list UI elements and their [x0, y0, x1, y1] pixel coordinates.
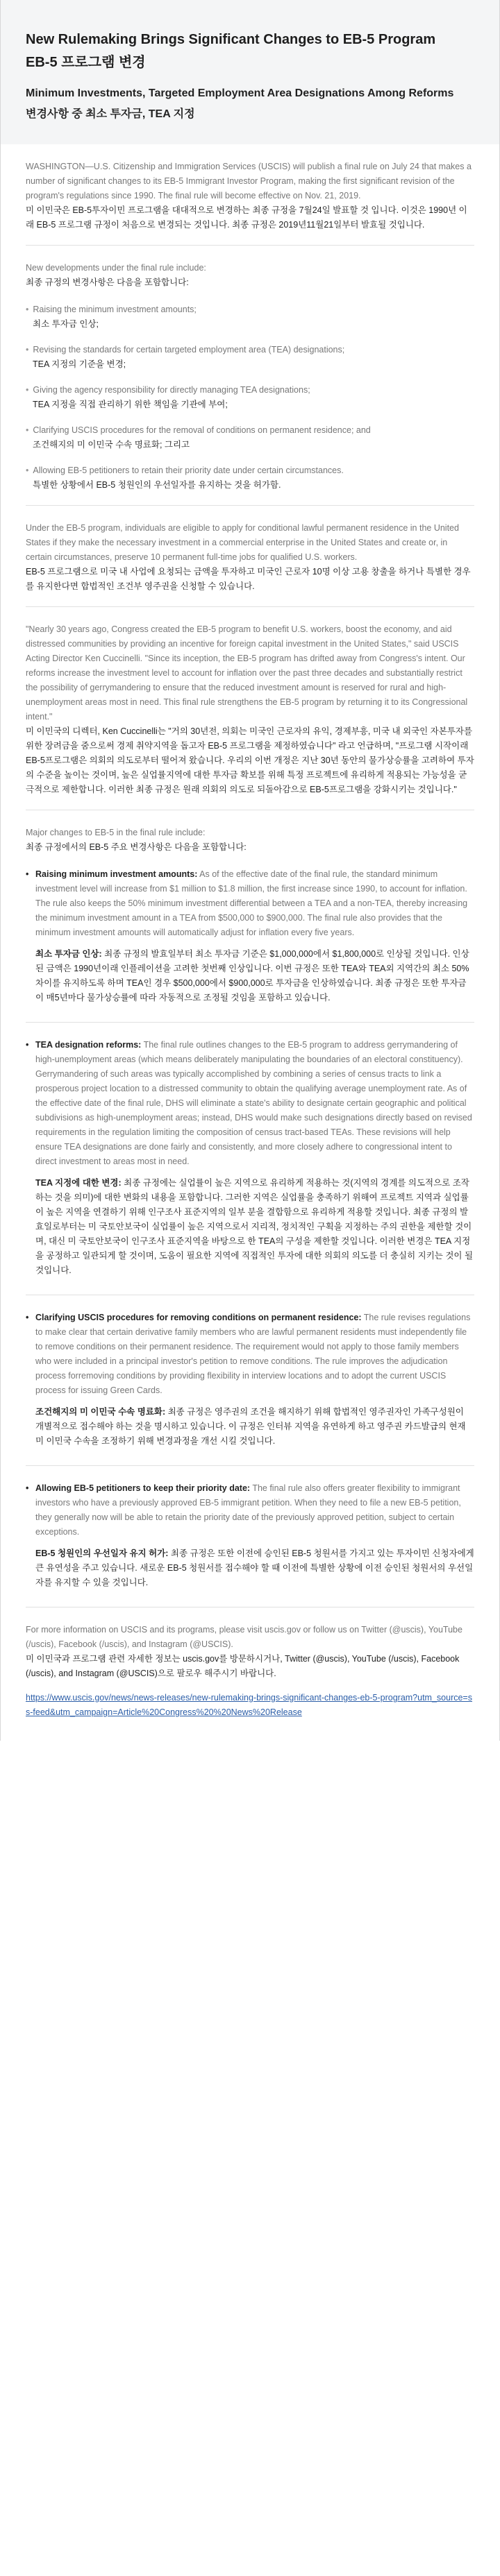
list-item-en: • Raising the minimum investment amounts;	[26, 302, 474, 317]
list-item	[26, 1311, 474, 1449]
developments-intro-en: New developments under the final rule include:	[26, 263, 206, 273]
list-item	[26, 1481, 474, 1590]
list-item-ko: TEA 지정의 기준을 변경;	[33, 359, 126, 369]
quote-section	[26, 622, 474, 797]
list-item	[26, 343, 474, 372]
major-item-label-en: Clarifying USCIS procedures for removing conditions on permanent residence:	[35, 1313, 362, 1322]
list-item-ko: TEA 지정을 직접 관리하기 위한 책임을 기관에 부여;	[33, 400, 228, 409]
divider	[26, 505, 474, 506]
intro-section	[26, 160, 474, 232]
major-item-en	[26, 867, 474, 940]
list-item-ko: 조건해지의 미 이민국 수속 명료화; 그리고	[33, 440, 190, 450]
list-item-en: • Clarifying USCIS procedures for the removal of conditions on permanent residence; and	[26, 423, 474, 438]
footer-paragraph-ko: 미 이민국과 프로그램 관련 자세한 정보는 uscis.gov를 방문하시거나, Twitter (@uscis), YouTube (/uscis), Facebook (/uscis), and Instagram (@USCIS)으로 팔로우 해주시기 바랍니다.	[26, 1654, 460, 1678]
divider	[26, 1465, 474, 1466]
article-body	[1, 144, 499, 1741]
major-item-text-en: As of the effective date of the final rule, the standard minimum investment level will increase from $1 million to $1.8 million, the first increase since 1990, to account for inflation. The rule also keeps the 50% minimum investment differential between a TEA and a non-TEA, thereby increasing the minimum investment amount in a TEA from $500,000 to $900,000. The final rule also provides that the minimum investment amounts will automatically adjust for inflation every five years.	[35, 869, 468, 937]
quote-paragraph-en: "Nearly 30 years ago, Congress created the EB-5 program to benefit U.S. workers, boost the economy, and aid distressed communities by providing an incentive for foreign capital investment in the United States," said USCIS Acting Director Ken Cuccinelli. "Since its inception, the EB-5 program has drifted away from Congress's intent. Our reforms increase the investment level to account for inflation over the past three decades and substantially restrict the possibility of gerrymandering to ensure that the reduced investment amount is reserved for rural and high-unemployment areas most in need. This final rule strengthens the EB-5 program by returning it to its Congressional intent."	[26, 624, 468, 722]
major-item-label-ko: 최소 투자금 인상:	[35, 949, 102, 959]
footer-paragraph-en: For more information on USCIS and its programs, please visit uscis.gov or follow us on Twitter (@uscis), YouTube (/uscis), Facebook (/uscis), and Instagram (@USCIS).	[26, 1625, 462, 1649]
major-item-label-en: TEA designation reforms:	[35, 1040, 142, 1050]
program-section	[26, 521, 474, 594]
major-item-text-ko: 최종 규정은 또한 이전에 승인된 EB-5 청원서를 가지고 있는 투자이민 신청자에게 큰 유연성을 주고 있습니다. 새로운 EB-5 청원서를 접수해야 할 때 이전에 특별한 상황에 이전 승인된 청원서의 우선일자를 유지할 수 있을 것입니다.	[35, 1549, 474, 1587]
developments-intro-ko: 최종 규정의 변경사항은 다음을 포함합니다:	[26, 278, 189, 287]
list-item	[26, 423, 474, 452]
article-header	[1, 0, 499, 144]
page-title-en: New Rulemaking Brings Significant Changes to EB-5 Program	[26, 32, 436, 47]
footer-section	[26, 1623, 474, 1720]
major-item-label-ko: 조건해지의 미 이민국 수속 명료화:	[35, 1407, 166, 1417]
major-item-ko	[26, 947, 474, 1005]
major-item-text-ko: 최종 규정의 발효일부터 최소 투자금 기준은 $1,000,000에서 $1,800,000로 인상될 것입니다. 인상된 금액은 1990년이래 인플레이션을 고려한 첫번째 인상입니다. 이번 규정은 또한 TEA와 TEA외 지역간의 최소 50% 차이를 유지하도록 하며 TEA인 경우 $500,000에서 $900,000로 투자금을 인상하였습니다. 최종 규정은 또한 투자금이 매5년마다 물가상승률에 따라 자동적으로 조정될 것임을 포함하고 있습니다.	[35, 949, 469, 1003]
list-item-ko: 특별한 상황에서 EB-5 청원인의 우선일자를 유지하는 것을 허가함.	[33, 480, 281, 490]
major-item-label-ko: TEA 지정에 대한 변경:	[35, 1178, 122, 1188]
page-title-ko: EB-5 프로그램 변경	[26, 55, 146, 70]
subtitle-ko: 변경사항 중 최소 투자금, TEA 지정	[26, 108, 195, 120]
program-paragraph-ko: EB-5 프로그램으로 미국 내 사업에 요청되는 금액을 투자하고 미국인 근로자 10명 이상 고용 창출을 하거나 특별한 경우를 유지한다면 합법적인 조건부 영주권을 신청할 수 있습니다.	[26, 567, 471, 591]
list-item	[26, 383, 474, 412]
intro-paragraph-en: WASHINGTON—U.S. Citizenship and Immigration Services (USCIS) will publish a final rule on July 24 that makes a number of significant changes to its EB-5 Immigrant Investor Program, making the first significant revision of the program's regulations since 1990. The final rule will become effective on Nov. 21, 2019.	[26, 162, 472, 201]
subtitle-en: Minimum Investments, Targeted Employment Area Designations Among Reforms	[26, 87, 454, 99]
program-paragraph-en: Under the EB-5 program, individuals are eligible to apply for conditional lawful permanent residence in the United States if they make the necessary investment in a commercial enterprise in the United States and create or, in certain circumstances, preserve 10 permanent full-time jobs for qualified U.S. workers.	[26, 523, 459, 562]
major-item-ko	[26, 1176, 474, 1278]
list-item-en: • Revising the standards for certain targeted employment area (TEA) designations;	[26, 343, 474, 357]
major-item-ko	[26, 1546, 474, 1590]
major-item-label-en: Raising minimum investment amounts:	[35, 869, 198, 879]
major-item-label-en: Allowing EB-5 petitioners to keep their priority date:	[35, 1483, 251, 1493]
divider	[26, 606, 474, 607]
major-item-label-ko: EB-5 청원인의 우선일자 유지 허가:	[35, 1549, 169, 1558]
major-item-en	[26, 1481, 474, 1539]
divider	[26, 245, 474, 246]
major-item-text-ko: 최종 규정에는 실업률이 높은 지역으로 유리하게 적용하는 것(지역의 경계를 의도적으로 조작하는 것을 의미)에 대한 변화의 내용을 포함합니다. 그러한 지역은 실업률을 충족하기 위해여 프로젝트 지역과 실업률이 높은 지역을 연결하기 위해 인구조사 표준지역의 일부 분을 결합함으로 유리하게 적용할 것입니다. 최종 규정의 발효일로부터는 미 국토안보국이 실업률이 높은 지역으로서 지리적, 정치적인 구획을 지정하는 주의 권한을 제한할 것이며, 대신 미 국토안보국이 인구조사 표준지역을 바탕으로 한 TEA의 구성을 제한할 것입니다. 이러한 변경은 TEA 지정을 공정하고 일관되게 할 것이며, 도움이 필요한 지역에 직접적인 투자에 대한 의회의 의도를 더 충실히 지키는 것이 될 것입니다.	[35, 1178, 474, 1275]
list-item-ko: 최소 투자금 인상;	[33, 319, 99, 329]
divider	[26, 1022, 474, 1023]
source-link[interactable]: https://www.uscis.gov/news/news-releases/new-rulemaking-brings-significant-changes-eb-5-program?utm_source=ss-feed&utm_campaign=Article%20Congress%20%20News%20Release	[26, 1693, 472, 1717]
major-item-ko	[26, 1405, 474, 1449]
developments-list	[26, 302, 474, 493]
developments-section	[26, 261, 474, 290]
list-item	[26, 463, 474, 493]
major-changes-intro	[26, 826, 474, 855]
major-item-en	[26, 1311, 474, 1398]
list-item	[26, 1038, 474, 1278]
major-intro-ko: 최종 규정에서의 EB-5 주요 변경사항은 다음을 포함합니다:	[26, 842, 247, 852]
major-item-text-en: The final rule outlines changes to the EB-5 program to address gerrymandering of high-unemployment areas (which means deliberately manipulating the boundaries of an electoral constituency). Gerrymandering of such areas was typically accomplished by combining a series of census tracts to link a prosperous project location to a distressed community to obtain the qualifying average unemployment rate. As of the effective date of the final rule, DHS will eliminate a state's ability to designate certain geographic and political subdivisions as high-unemployment areas; instead, DHS would make such designations directly based on revised requirements in the regulation limiting the composition of census tract-based TEAs. These revisions will help ensure TEA designations are done fairly and consistently, and more closely adhere to congressional intent to direct investment to areas most in need.	[35, 1040, 472, 1166]
list-item-en: • Giving the agency responsibility for directly managing TEA designations;	[26, 383, 474, 398]
list-item	[26, 302, 474, 332]
quote-paragraph-ko: 미 이민국의 디렉터, Ken Cuccinelli는 "거의 30년전, 의회는 미국인 근로자의 유익, 경제부흥, 미국 내 외국인 자본투자를 위한 장려금을 줌으로써 경제 취약지역을 돕고자 EB-5 프로그램을 제정하였습니다" 라고 언급하며, "프로그램 시작이래 EB-5프로그램은 의회의 의도로부터 떨어져 왔습니다. 우리의 이번 개정은 지난 30년 동안의 물가상승률을 고려하여 투자의 수준을 높이는 것이며, 높은 실업률지역에 대한 투자금 확보를 위해 특정 프로젝트에 유리하게 적용되는 가능성을 굳극적으로 제한합니다. 이러한 최종 규정은 원래 의회의 의도로 되돌아감으로 EB-5프로그램을 강화시키는 것입니다."	[26, 726, 474, 794]
major-item-text-en: The final rule also offers greater flexibility to immigrant investors who have a previously approved EB-5 immigrant petition. When they need to file a new EB-5 petition, they generally now will be able to retain the priority date of the previously approved petition, subject to certain exceptions.	[35, 1483, 461, 1537]
major-changes-list	[26, 867, 474, 1590]
intro-paragraph-ko: 미 이민국은 EB-5투자이민 프로그램을 대대적으로 변경하는 최종 규정을 7월24일 발표할 것 입니다. 이것은 1990년 이래 EB-5 프로그램 규정이 처음으로 변경되는 것입니다. 최종 규정은 2019년11월21일부터 발효될 것입니다.	[26, 205, 467, 230]
major-item-text-en: The rule revises regulations to make clear that certain derivative family members who are lawful permanent residents must independently file to remove conditions on their permanent residence. The requirement would not apply to those family members who were included in a principal investor's petition to remove conditions. The rule improves the adjudication process forremoving conditions by providing flexibility in interview locations and to adopt the current USCIS process for issuing Green Cards.	[35, 1313, 471, 1395]
list-item	[26, 867, 474, 1005]
major-item-text-ko: 최종 규정은 영주권의 조건을 해지하기 위해 합법적인 영주권자인 가족구성원이 개별적으로 접수해야 하는 것을 명시하고 있습니다. 이 규정은 인터뷰 지역을 유연하게 하고 영주권 카드발급의 현재 미 이민국 수속을 조정하기 위해 변경과정을 개선 시킬 것입니다.	[35, 1407, 466, 1446]
list-item-en: • Allowing EB-5 petitioners to retain their priority date under certain circumstances.	[26, 463, 474, 478]
major-intro-en: Major changes to EB-5 in the final rule include:	[26, 828, 206, 837]
major-item-en	[26, 1038, 474, 1169]
